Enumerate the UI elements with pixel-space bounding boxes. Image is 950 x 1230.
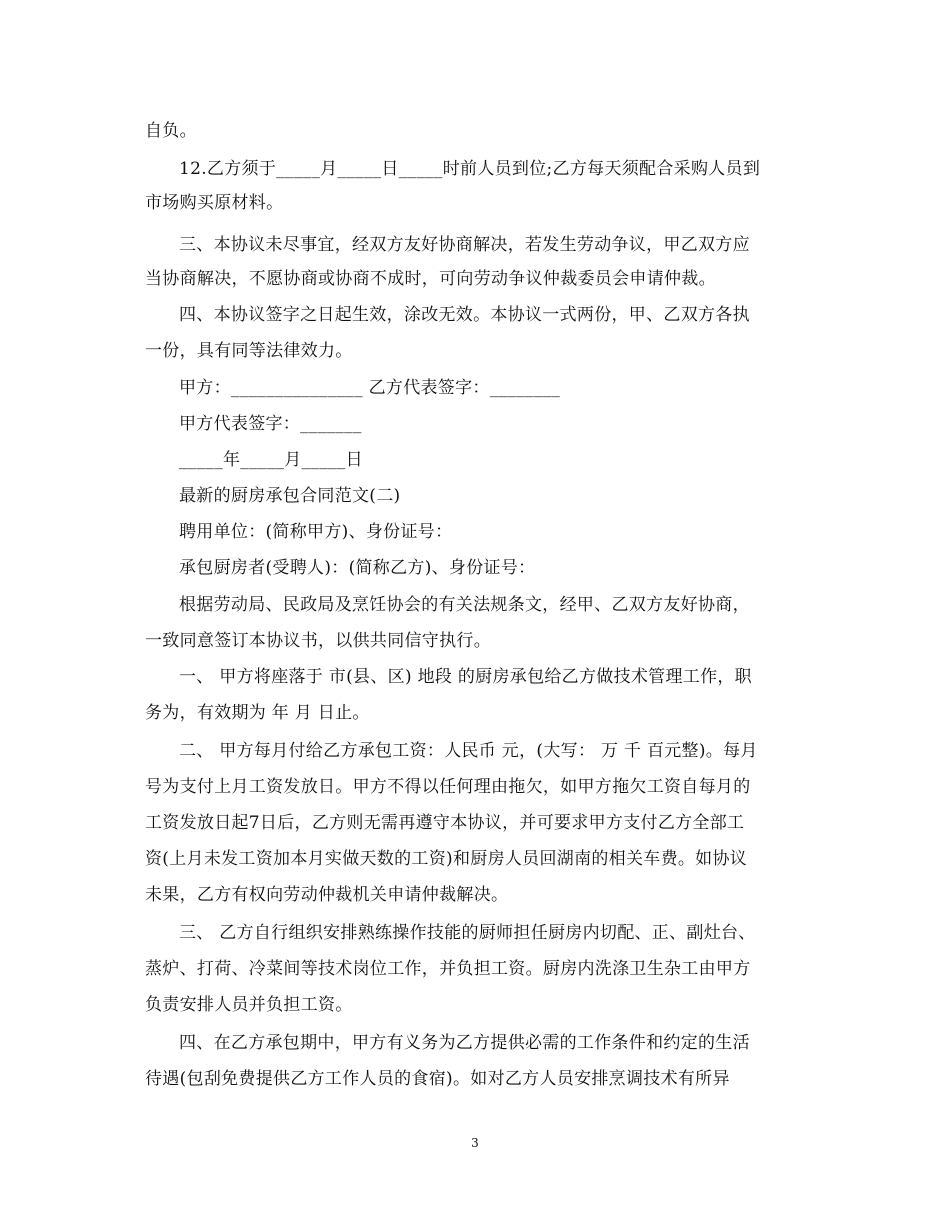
clause-12-line: 12.乙方须于_____月_____日_____时前人员到位;乙方每天须配合采购人员到 <box>179 159 761 179</box>
page-number: 3 <box>471 1136 479 1150</box>
body-line: 资(上月未发工资加本月实做天数的工资)和厨房人员回湖南的相关车费。如协议 <box>145 849 748 869</box>
clause-4-line: 四、本协议签字之日起生效，涂改无效。本协议一式两份，甲、乙双方各执 <box>179 305 750 325</box>
body-line: 务为，有效期为 年 月 日止。 <box>145 703 370 723</box>
contractor-line: 承包厨房者(受聘人)：(简称乙方)、身份证号： <box>179 558 536 578</box>
body-line: 当协商解决，不愿协商或协商不成时，可向劳动争议仲裁委员会申请仲裁。 <box>145 269 716 289</box>
body-line: 号为支付上月工资发放日。甲方不得以任何理由拖欠，如甲方拖欠工资自每月的 <box>145 777 751 797</box>
body-line: 工资发放日起7日后，乙方则无需再遵守本协议，并可要求甲方支付乙方全部工 <box>145 813 745 833</box>
signature-line: 甲方代表签字：_______ <box>179 414 362 434</box>
article-3-line: 三、 乙方自行组织安排熟练操作技能的厨师担任厨房内切配、正、副灶台、 <box>179 923 756 943</box>
body-line: 负责安排人员并负担工资。 <box>145 995 353 1015</box>
body-line: 未果，乙方有权向劳动仲裁机关申请仲裁解决。 <box>145 885 509 905</box>
clause-3-line: 三、本协议未尽事宜，经双方友好协商解决，若发生劳动争议，甲乙双方应 <box>179 235 750 255</box>
body-line: 自负。 <box>145 121 197 141</box>
employer-line: 聘用单位：(简称甲方)、身份证号： <box>179 522 453 542</box>
body-line: 一致同意签订本协议书，以供共同信守执行。 <box>145 631 491 651</box>
article-1-line: 一、 甲方将座落于 市(县、区) 地段 的厨房承包给乙方做技术管理工作，职 <box>179 667 752 687</box>
section-title: 最新的厨房承包合同范文(二) <box>179 486 401 506</box>
body-line: 蒸炉、打荷、冷菜间等技术岗位工作，并负担工资。厨房内洗涤卫生杂工由甲方 <box>145 959 751 979</box>
body-line: 待遇(包刮免费提供乙方工作人员的食宿)。如对乙方人员安排烹调技术有所异 <box>145 1069 730 1089</box>
body-line: 市场购买原材料。 <box>145 193 284 213</box>
body-line: 一份，具有同等法律效力。 <box>145 341 353 361</box>
date-line: _____年_____月_____日 <box>179 450 363 470</box>
signature-line: 甲方：_______________ 乙方代表签字：________ <box>179 378 561 398</box>
article-2-line: 二、 甲方每月付给乙方承包工资：人民币 元，(大写： 万 千 百元整)。每月 <box>179 741 758 761</box>
preamble-line: 根据劳动局、民政局及烹饪协会的有关法规条文，经甲、乙双方友好协商， <box>179 595 750 615</box>
article-4-line: 四、在乙方承包期中，甲方有义务为乙方提供必需的工作条件和约定的生活 <box>179 1033 750 1053</box>
